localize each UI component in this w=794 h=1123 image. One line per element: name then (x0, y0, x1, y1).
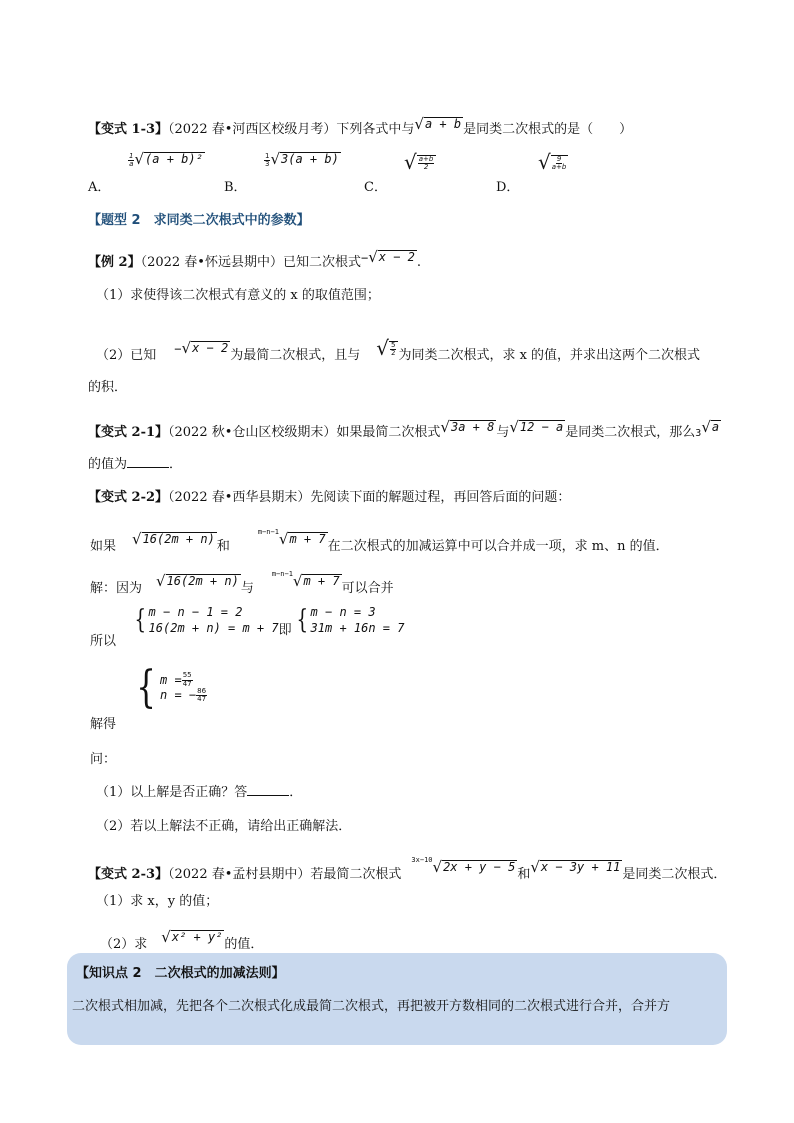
radicand: x² + y² (171, 930, 223, 945)
question-text: 是同类二次根式，那么 (565, 425, 696, 440)
option-b (224, 150, 247, 195)
problem-source: （2022 春•孟村县期中） (168, 867, 311, 882)
question-text: 与 (496, 425, 510, 440)
n-solution (160, 688, 207, 702)
radical: √ x − 2 (368, 248, 415, 266)
option-a-expression (128, 152, 205, 168)
question-text: （2）已知 (96, 348, 157, 363)
problem-source: （2022 春•西华县期末） (168, 490, 311, 505)
question-text: 若最简二次根式 (310, 867, 402, 882)
radical: √ 2x + y − 5 (432, 858, 516, 876)
question-text: 的值． (224, 937, 264, 952)
question-text: 如果 (90, 539, 117, 554)
option-label: C． (364, 180, 387, 195)
knowledge-point-text: 二次根式相加减，先把各个二次根式化成最简二次根式，再把被开方数相同的二次根式进行合并，合并方 (72, 999, 671, 1014)
option-b-expression (264, 152, 341, 168)
option-c-expression (404, 152, 436, 173)
fraction (552, 156, 567, 172)
equation-system-2: { m − n = 3 31m + 16n = 7 (296, 605, 405, 636)
fraction (418, 156, 435, 172)
equation: 31m + 16n = 7 (310, 621, 405, 636)
denominator: 47 (197, 695, 207, 704)
system-lines (160, 672, 207, 703)
variant-2-3-part-2 (100, 930, 263, 952)
option-d-expression (538, 152, 568, 173)
equation: n = − (160, 688, 197, 703)
example-2-question (88, 250, 421, 270)
fraction (182, 672, 193, 688)
example-2-part-2 (96, 338, 700, 363)
root-index: 3x−10 (411, 856, 433, 864)
question-text: 是同类二次根式的是（ ） (463, 122, 633, 137)
variant-2-1-tail (88, 453, 182, 472)
problem-source: （2022 秋•仓山区校级期末） (168, 425, 337, 440)
question-text: 和 (216, 539, 230, 554)
radical: √ $\frac{9}{a+b}$ (538, 150, 567, 174)
minus-sign: − (174, 342, 182, 356)
numerator: 5 (390, 340, 396, 349)
question-text: ． (289, 785, 303, 800)
jiede-label: 解得 (90, 717, 117, 732)
equation: 16(2m + n) = m + 7 (148, 621, 279, 636)
radicand: 16(2m + n) (166, 574, 239, 589)
solution-system: { m = $\frac{55}{47}$ n = − $\frac{86}{47}$ (136, 662, 207, 713)
variant-2-2-solution-line (90, 570, 394, 596)
numerator: 86 (197, 687, 207, 695)
answer-blank[interactable] (127, 456, 169, 468)
numerator: 9 (556, 154, 562, 163)
root-index: 3 (695, 428, 702, 439)
radical: √ 3(a + b) (270, 150, 339, 168)
problem-label: 【变式 2-1】 (88, 425, 169, 440)
variant-2-2-question (88, 486, 570, 505)
radicand: m + 7 (289, 532, 326, 547)
question-text: 先阅读下面的解题过程，再回答后面的问题： (310, 490, 571, 505)
radicand: x − 2 (192, 341, 229, 356)
variant-2-3-part-1: （1）求 x，y 的值； (96, 894, 219, 909)
radical: √ (a + b)² (134, 150, 203, 168)
option-d (496, 150, 520, 195)
radical: √ 3a + 8 (440, 418, 495, 436)
question-text: 的值为 (88, 457, 128, 472)
m-solution (160, 673, 193, 687)
ask-label: 问： (90, 752, 117, 767)
denominator: 3 (265, 160, 270, 168)
radicand: 3(a + b) (281, 152, 339, 167)
section-heading: 【题型 2 求同类二次根式中的参数】 (88, 213, 310, 228)
example-2-part-1: （1）求使得该二次根式有意义的 x 的取值范围； (96, 288, 380, 303)
question-text: 已知二次根式 (282, 255, 361, 270)
radical: √ x − 2 (181, 339, 229, 357)
question-text: （2）求 (100, 937, 148, 952)
question-text: 如果最简二次根式 (336, 425, 441, 440)
system-lines (311, 604, 405, 636)
denominator: a+b (551, 163, 567, 172)
radicand: (a + b)² (145, 152, 203, 167)
radical: √ x² + y² (161, 928, 223, 946)
fraction (390, 342, 396, 358)
radicand (417, 155, 437, 172)
denominator: 2 (423, 163, 429, 172)
variant-2-3-question (88, 856, 726, 882)
question-text: （1）以上解是否正确？答 (96, 785, 248, 800)
problem-label: 【变式 2-3】 (88, 867, 169, 882)
equation: m = (160, 672, 182, 687)
radical-a-plus-b: √ a + b (414, 115, 462, 133)
radicand: x − 2 (378, 250, 415, 265)
radical: √ m + 7 (292, 572, 340, 590)
radical: √ x − 3y + 11 (530, 858, 621, 876)
problem-source: （2022 春•河西区校级月考） (168, 122, 337, 137)
equation: m − n = 3 (310, 605, 376, 619)
numerator: 1 (129, 151, 134, 160)
numerator: 55 (182, 671, 192, 680)
ji-label: 即 (278, 622, 292, 638)
system-lines (149, 604, 279, 636)
variant-1-3-question (88, 117, 632, 137)
equation: m − n − 1 = 2 (148, 605, 243, 619)
radical: √ m + 7 (278, 530, 326, 548)
question-text: . (416, 255, 422, 270)
so-label: 所以 (90, 634, 117, 649)
variant-2-2-q1 (96, 781, 302, 800)
radical: √ 16(2m + n) (132, 530, 215, 548)
root-index: m−n−1 (257, 528, 279, 536)
question-text: 为最简二次根式，且与 (230, 348, 361, 363)
radicand: a + b (424, 117, 462, 132)
radical: √ a (701, 418, 720, 436)
radical: √ $\frac{a+b}{2}$ (404, 152, 436, 172)
minus-sign: − (360, 251, 369, 265)
question-text: 在二次根式的加减运算中可以合并成一项，求 m、n 的值． (327, 539, 669, 554)
denominator: a (129, 160, 134, 168)
question-text: ． (169, 457, 183, 472)
numerator: a+b (418, 154, 434, 163)
radicand: m + 7 (303, 574, 340, 589)
fraction (196, 688, 207, 704)
variant-2-2-if-line (90, 528, 669, 554)
problem-label: 【变式 1-3】 (88, 122, 169, 137)
radical: √ 12 − a (509, 418, 564, 436)
question-text: 是同类二次根式． (622, 867, 727, 882)
option-label: A． (88, 180, 111, 195)
option-a (88, 150, 111, 195)
option-label: B． (224, 180, 247, 195)
option-c (364, 150, 387, 195)
equation-system-1: { m − n − 1 = 2 16(2m + n) = m + 7即 (134, 605, 292, 638)
numerator: 1 (265, 151, 270, 160)
answer-blank[interactable] (247, 784, 289, 796)
root-index: m−n−1 (271, 570, 293, 578)
radicand: 2x + y − 5 (443, 860, 516, 875)
radicand: a (711, 420, 720, 435)
radical: √ $\frac{5}{2}$ (376, 338, 398, 358)
example-2-part-2-tail: 的积． (88, 380, 128, 395)
variant-2-1-question (88, 420, 721, 440)
denominator: 47 (182, 679, 192, 688)
option-label: D． (496, 180, 520, 195)
radical: √ 16(2m + n) (156, 572, 239, 590)
problem-source: （2022 春•怀远县期中） (140, 255, 283, 270)
question-text: 为同类二次根式，求 x 的值，并求出这两个二次根式 (398, 348, 701, 363)
radicand: 3a + 8 (450, 420, 495, 435)
knowledge-point-heading: 【知识点 2 二次根式的加减法则】 (76, 966, 285, 981)
question-text: 解：因为 (90, 581, 143, 596)
radicand: x − 3y + 11 (540, 860, 621, 875)
radicand: 12 − a (519, 420, 564, 435)
question-text: 下列各式中与 (336, 122, 415, 137)
question-text: 和 (517, 867, 531, 882)
problem-label: 【例 2】 (88, 255, 141, 270)
question-text: 与 (240, 581, 254, 596)
question-text: 可以合并 (341, 581, 394, 596)
variant-2-2-q2: （2）若以上解法不正确，请给出正确解法． (96, 819, 352, 834)
denominator: 2 (390, 349, 396, 358)
problem-label: 【变式 2-2】 (88, 490, 169, 505)
radicand (551, 155, 569, 172)
radicand: 16(2m + n) (142, 532, 215, 547)
